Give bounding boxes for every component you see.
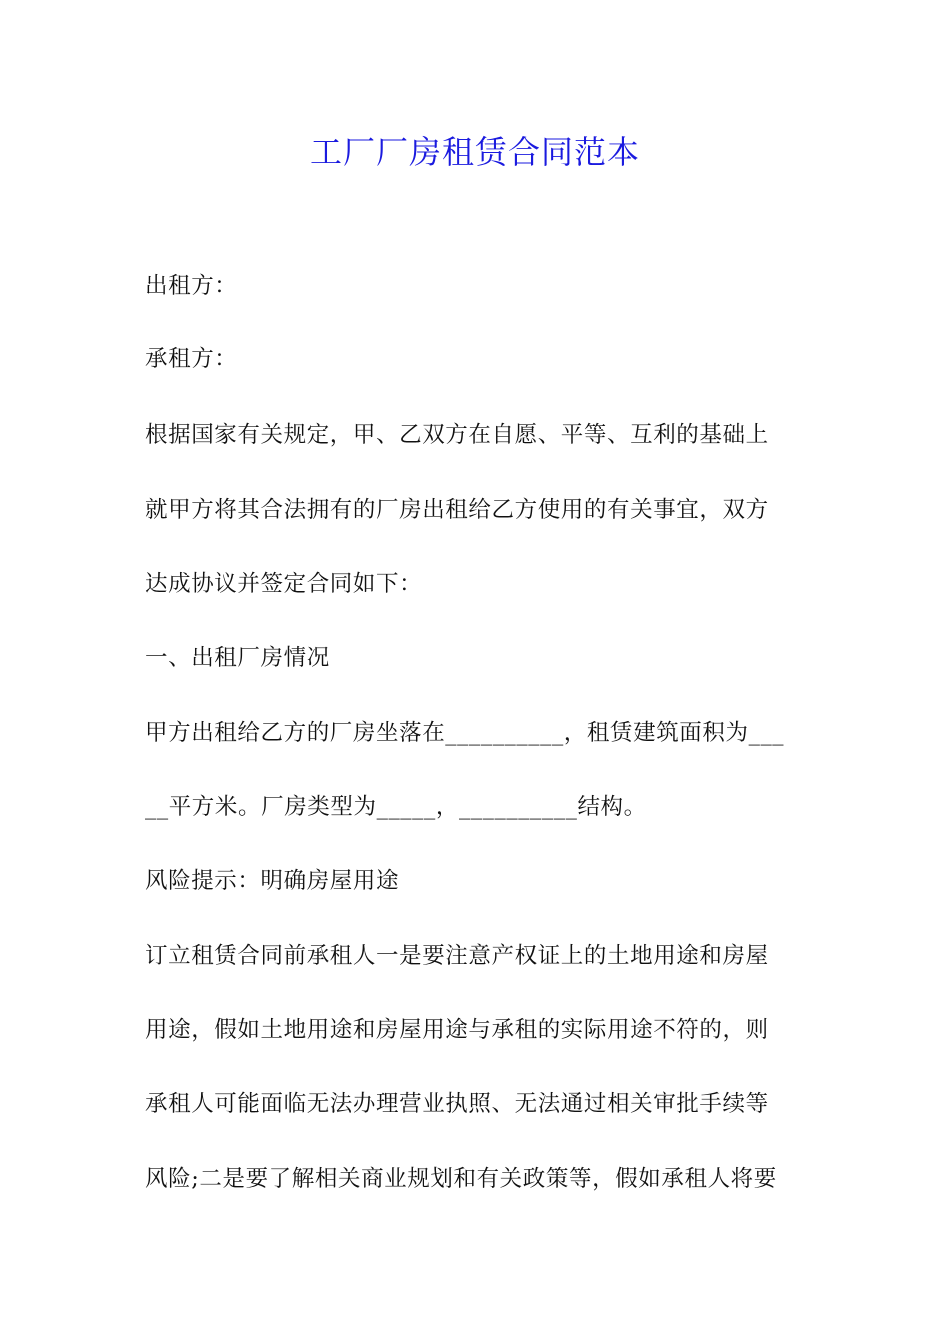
paragraph-line: 风险;二是要了解相关商业规划和有关政策等，假如承租人将要	[145, 1166, 777, 1192]
paragraph-line: 订立租赁合同前承租人一是要注意产权证上的土地用途和房屋	[145, 943, 769, 969]
paragraph-line: 承租人可能面临无法办理营业执照、无法通过相关审批手续等	[145, 1091, 769, 1117]
paragraph-line: 根据国家有关规定，甲、乙双方在自愿、平等、互利的基础上	[145, 422, 769, 448]
lessee-line: 承租方：	[145, 346, 238, 372]
section-heading: 一、出租厂房情况	[145, 645, 330, 671]
risk-heading: 风险提示：明确房屋用途	[145, 868, 400, 894]
paragraph-line: 就甲方将其合法拥有的厂房出租给乙方使用的有关事宜，双方	[145, 497, 769, 523]
paragraph-line: 达成协议并签定合同如下：	[145, 571, 423, 597]
paragraph-line: __平方米。厂房类型为_____，__________结构。	[145, 794, 647, 820]
paragraph-line: 用途，假如土地用途和房屋用途与承租的实际用途不符的，则	[145, 1017, 769, 1043]
lessor-line: 出租方：	[145, 273, 238, 299]
paragraph-line: 甲方出租给乙方的厂房坐落在__________，租赁建筑面积为___	[145, 720, 785, 746]
document-title: 工厂厂房租赁合同范本	[309, 133, 640, 171]
